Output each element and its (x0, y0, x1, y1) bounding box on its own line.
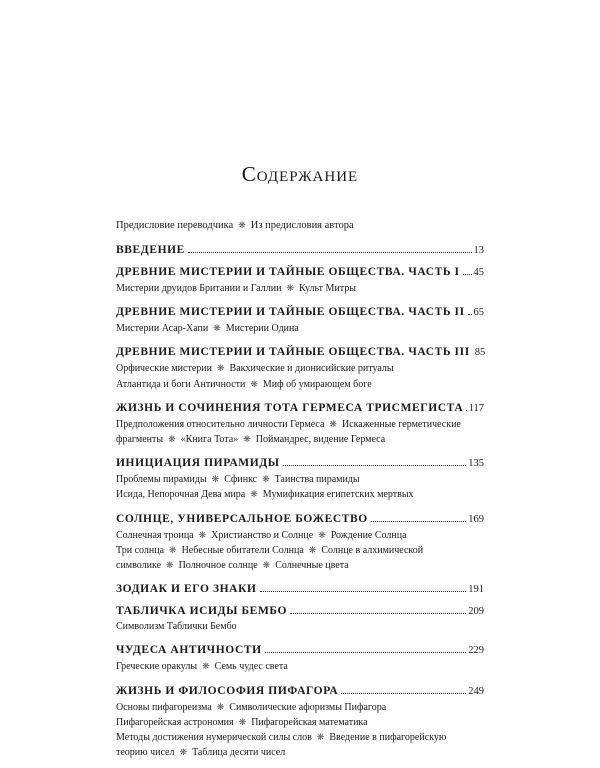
separator-icon: ❋ (217, 702, 225, 712)
separator-icon: ❋ (180, 747, 188, 757)
toc-heading-text: ДРЕВНИЕ МИСТЕРИИ И ТАЙНЫЕ ОБЩЕСТВА. ЧАСТЬ II (116, 306, 465, 318)
toc-subentry-line (116, 543, 484, 558)
toc-page-number: 85 (475, 347, 486, 358)
separator-icon: ❋ (250, 489, 258, 499)
toc-heading-text: ДРЕВНИЕ МИСТЕРИИ И ТАЙНЫЕ ОБЩЕСТВА. ЧАСТЬ I (116, 266, 460, 278)
toc-page-number: 45 (474, 267, 485, 278)
toc-subentry[interactable]: Миф об умирающем боге (263, 379, 372, 390)
toc-page-number: 13 (474, 245, 485, 256)
separator-icon: ❋ (212, 474, 220, 484)
toc-page-number: 169 (468, 514, 484, 525)
toc-subentry-line (116, 281, 484, 296)
toc-subentry[interactable]: Сфинкс (224, 474, 257, 485)
dot-leader (283, 465, 467, 466)
toc-subentry[interactable]: «Книга Тота» (181, 434, 239, 445)
toc-subentry[interactable]: Проблемы пирамиды (116, 474, 207, 485)
separator-icon: ❋ (213, 323, 221, 333)
toc-subentry-line (116, 528, 484, 543)
toc-heading-text: ВВЕДЕНИЕ (116, 244, 185, 256)
toc-subentry[interactable]: Символизм Таблички Бембо (116, 621, 237, 632)
toc-subentry[interactable]: теорию чисел (116, 747, 175, 758)
separator-icon: ❋ (243, 434, 251, 444)
toc-subentries (116, 281, 484, 296)
toc-heading-text: ЗОДИАК И ЕГО ЗНАКИ (116, 583, 257, 595)
toc-subentry-line (116, 361, 484, 376)
toc-subentries (116, 472, 484, 502)
toc-subentry-line (116, 659, 484, 674)
toc-subentry[interactable]: Поймандрес, видение Гермеса (256, 434, 385, 445)
toc-heading-text: ЖИЗНЬ И СОЧИНЕНИЯ ТОТА ГЕРМЕСА ТРИСМЕГИСТА (116, 402, 463, 414)
toc-heading[interactable] (116, 511, 484, 525)
toc-subentry-line (116, 745, 484, 760)
toc-subentry-line (116, 558, 484, 573)
separator-icon: ❋ (329, 419, 337, 429)
toc-subentry[interactable]: Мумификация египетских мертвых (263, 489, 414, 500)
toc-heading[interactable] (116, 264, 484, 278)
toc-heading-text: ТАБЛИЧКА ИСИДЫ БЕМБО (116, 605, 287, 617)
toc-subentry-line (116, 620, 484, 634)
toc-section (116, 603, 484, 634)
toc-subentry[interactable]: Основы пифагореизма (116, 702, 212, 713)
toc-subentry[interactable]: Предположения относительно личности Гермеса (116, 419, 324, 430)
toc-subentry-line (116, 432, 484, 447)
toc-subentries (116, 361, 484, 391)
table-of-contents (116, 218, 484, 768)
toc-heading[interactable] (116, 344, 484, 358)
dot-leader (260, 591, 467, 592)
toc-subentry[interactable]: Атлантида и боги Античности (116, 379, 245, 390)
separator-icon: ❋ (309, 545, 317, 555)
toc-section (116, 511, 484, 574)
toc-section (116, 581, 484, 595)
toc-subentry[interactable]: Христианство и Солнце (211, 530, 313, 541)
toc-page-number: 209 (468, 606, 484, 617)
toc-subentry-line (116, 487, 484, 502)
toc-section (116, 304, 484, 336)
toc-heading-text: СОЛНЦЕ, УНИВЕРСАЛЬНОЕ БОЖЕСТВО (116, 513, 368, 525)
toc-subentry[interactable]: Рождение Солнца (331, 530, 407, 541)
toc-subentry[interactable]: Солнечные цвета (275, 560, 349, 571)
toc-subentry[interactable]: Небесные обитатели Солнца (182, 545, 304, 556)
toc-heading[interactable] (116, 603, 484, 617)
toc-page-number: 65 (474, 307, 485, 318)
toc-subentry[interactable]: Орфические мистерии (116, 363, 212, 374)
toc-subentry-line (116, 321, 484, 336)
toc-subentry[interactable]: Мистерии друидов Британии и Галлии (116, 283, 281, 294)
toc-section (116, 455, 484, 502)
separator-icon: ❋ (263, 560, 271, 570)
separator-icon: ❋ (166, 560, 174, 570)
toc-subentry-line (116, 715, 484, 730)
separator-icon: ❋ (202, 661, 210, 671)
toc-heading[interactable] (116, 683, 484, 697)
separator-icon: ❋ (286, 283, 294, 293)
dot-leader (468, 314, 472, 315)
toc-section (116, 264, 484, 296)
toc-subentry-line (116, 472, 484, 487)
toc-subentry[interactable]: символике (116, 560, 161, 571)
toc-heading[interactable] (116, 581, 484, 595)
toc-subentries (116, 659, 484, 674)
dot-leader (265, 652, 467, 653)
toc-page-number: 229 (468, 645, 484, 656)
toc-subentry[interactable]: фрагменты (116, 434, 163, 445)
toc-heading[interactable] (116, 304, 484, 318)
toc-subentries (116, 620, 484, 634)
toc-heading-text: ДРЕВНИЕ МИСТЕРИИ И ТАЙНЫЕ ОБЩЕСТВА. ЧАСТЬ III (116, 346, 470, 358)
toc-page-number: 191 (468, 584, 484, 595)
toc-subentry[interactable]: Три солнца (116, 545, 164, 556)
dot-leader (290, 613, 466, 614)
toc-heading[interactable] (116, 242, 484, 256)
toc-heading[interactable] (116, 642, 484, 656)
toc-subentry[interactable]: Семь чудес света (215, 661, 288, 672)
page-title: Содержание (0, 162, 600, 187)
toc-subentry-line (116, 730, 484, 745)
toc-subentry[interactable]: Введение в пифагорейскую (329, 732, 446, 743)
toc-subentry[interactable]: Вакхические и дионисийские ритуалы (230, 363, 394, 374)
toc-section (116, 242, 484, 256)
toc-subentry[interactable]: Пифагорейская математика (251, 717, 367, 728)
toc-page-number: 135 (468, 458, 484, 469)
toc-subentry[interactable]: Мистерии Одина (226, 323, 299, 334)
toc-heading-text: ЧУДЕСА АНТИЧНОСТИ (116, 644, 262, 656)
toc-subentry[interactable]: Исида, Непорочная Дева мира (116, 489, 245, 500)
toc-subentry[interactable]: Культ Митры (299, 283, 356, 294)
toc-heading-text: ИНИЦИАЦИЯ ПИРАМИДЫ (116, 457, 280, 469)
toc-page-number: 117 (469, 403, 484, 414)
dot-leader (371, 521, 466, 522)
toc-page-number: 249 (468, 686, 484, 697)
toc-subentry[interactable]: Методы достижения нумерической силы слов (116, 732, 312, 743)
toc-subentries (116, 417, 484, 447)
toc-section (116, 400, 484, 447)
toc-subentry[interactable]: Полночное солнце (179, 560, 258, 571)
toc-heading-text: ЖИЗНЬ И ФИЛОСОФИЯ ПИФАГОРА (116, 685, 338, 697)
toc-subentry[interactable]: Таинства пирамиды (275, 474, 360, 485)
toc-subentry-line (116, 417, 484, 432)
toc-subentry-line (116, 700, 484, 715)
separator-icon: ❋ (217, 363, 225, 373)
toc-subentry[interactable]: Мистерии Асар-Хапи (116, 323, 208, 334)
separator-icon: ❋ (262, 474, 270, 484)
separator-icon: ❋ (199, 530, 207, 540)
toc-heading[interactable] (116, 455, 484, 469)
dot-leader (463, 274, 472, 275)
toc-subentry[interactable]: Таблица десяти чисел (192, 747, 285, 758)
separator-icon: ❋ (238, 220, 246, 230)
toc-entry-preface-translator[interactable]: Предисловие переводчика (116, 220, 233, 231)
toc-subentry[interactable]: Пифагорейская астрономия (116, 717, 234, 728)
intro-line (116, 218, 484, 233)
toc-subentry[interactable]: Солнце в алхимической (321, 545, 423, 556)
toc-subentries (116, 321, 484, 336)
separator-icon: ❋ (168, 434, 176, 444)
toc-subentry[interactable]: Греческие оракулы (116, 661, 197, 672)
dot-leader (188, 252, 472, 253)
toc-subentry[interactable]: Символические афоризмы Пифагора (229, 702, 386, 713)
toc-subentries (116, 700, 484, 761)
toc-section (116, 642, 484, 674)
separator-icon: ❋ (239, 717, 247, 727)
separator-icon: ❋ (169, 545, 177, 555)
toc-section (116, 344, 484, 391)
toc-subentry-line (116, 377, 484, 392)
toc-subentry[interactable]: Солнечная троица (116, 530, 194, 541)
toc-subentries (116, 528, 484, 574)
toc-entry-preface-author[interactable]: Из предисловия автора (251, 220, 354, 231)
separator-icon: ❋ (318, 530, 326, 540)
toc-subentry[interactable]: Искаженные герметические (342, 419, 461, 430)
separator-icon: ❋ (317, 732, 325, 742)
separator-icon: ❋ (250, 379, 258, 389)
toc-sections (116, 242, 484, 760)
toc-heading[interactable] (116, 400, 484, 414)
dot-leader (341, 693, 466, 694)
toc-section (116, 683, 484, 761)
